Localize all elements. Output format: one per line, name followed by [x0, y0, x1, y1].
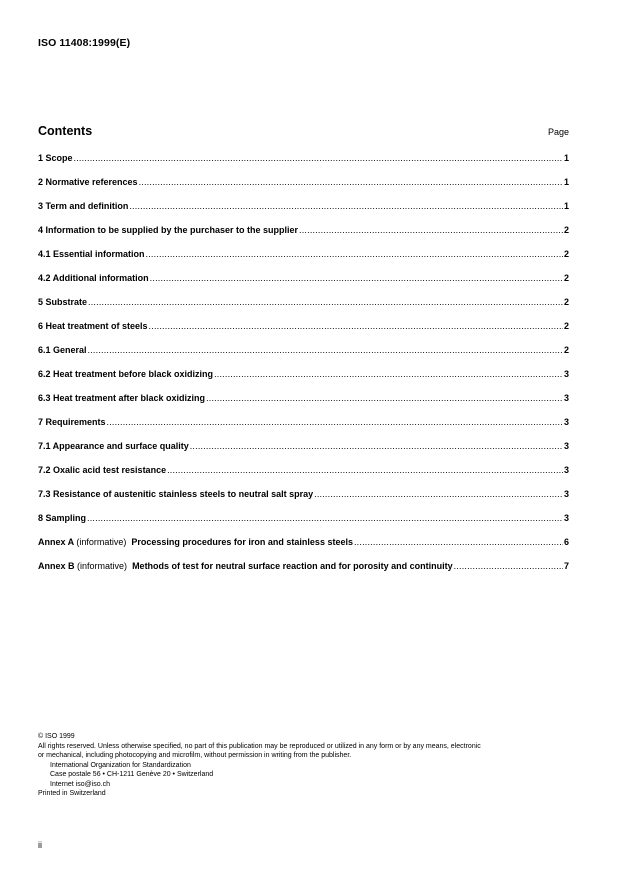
toc-entry-page: 2: [563, 249, 569, 259]
toc-entry-2[interactable]: [38, 176, 569, 200]
toc-leader-dots: [74, 152, 563, 164]
toc-leader-dots: [454, 560, 563, 572]
publisher-organization: International Organization for Standardization: [50, 761, 191, 769]
toc-entry-6[interactable]: [38, 320, 569, 344]
toc-entry-text: 6 Heat treatment of steels: [38, 321, 148, 331]
toc-entry-text: 6.1 General: [38, 345, 87, 355]
toc-leader-dots: [167, 464, 563, 476]
page-column-label: Page: [547, 127, 569, 137]
toc-leader-dots: [206, 392, 563, 404]
annex-label: Annex A: [38, 537, 74, 547]
toc-entry-text: 7.3 Resistance of austenitic stainless steels to neutral salt spray: [38, 489, 314, 499]
toc-entry-text: 3 Term and definition: [38, 201, 129, 211]
document-identifier: ISO 11408:1999(E): [38, 37, 131, 49]
toc-entry-text: 6.2 Heat treatment before black oxidizing: [38, 369, 214, 379]
toc-entry-page: 3: [563, 417, 569, 427]
toc-entry-text: 4 Information to be supplied by the purchaser to the supplier: [38, 225, 299, 235]
toc-leader-dots: [314, 488, 563, 500]
publisher-address: Case postale 56 • CH-1211 Genève 20 • Switzerland: [50, 771, 214, 778]
toc-annex-text: [38, 560, 453, 572]
toc-entry-1[interactable]: [38, 152, 569, 176]
toc-leader-dots: [88, 344, 563, 356]
printed-location: Printed in Switzerland: [38, 790, 106, 797]
toc-entry-page: 3: [563, 465, 569, 475]
toc-entry-4-1[interactable]: [38, 248, 569, 272]
annex-informative-tag: (informative): [76, 537, 127, 547]
toc-leader-dots: [149, 320, 563, 332]
toc-entry-text: 7.1 Appearance and surface quality: [38, 441, 189, 451]
toc-entry-5[interactable]: [38, 296, 569, 320]
toc-leader-dots: [139, 176, 563, 188]
toc-entry-page: 3: [563, 441, 569, 451]
toc-leader-dots: [299, 224, 563, 236]
toc-entry-7-2[interactable]: [38, 464, 569, 488]
annex-label: Annex B: [38, 561, 75, 571]
rights-statement-line-2: or mechanical, including photocopying and microfilm, without permission in writing from the publisher.: [38, 752, 352, 759]
toc-leader-dots: [88, 296, 563, 308]
toc-entry-page: 6: [563, 537, 569, 547]
toc-entry-page: 2: [563, 321, 569, 331]
annex-title: Processing procedures for iron and stainless steels: [131, 537, 353, 547]
toc-entry-text: 1 Scope: [38, 153, 73, 163]
toc-entry-page: 2: [563, 273, 569, 283]
toc-entry-7[interactable]: [38, 416, 569, 440]
toc-entry-7-1[interactable]: [38, 440, 569, 464]
annex-informative-tag: (informative): [77, 561, 128, 571]
publisher-internet: Internet iso@iso.ch: [50, 780, 111, 788]
toc-entry-page: 7: [563, 561, 569, 571]
rights-statement-line-1: All rights reserved. Unless otherwise specified, no part of this publication may be reproduced or utilized in any form or by any means, electronic: [38, 742, 481, 750]
toc-entry-text: 2 Normative references: [38, 177, 138, 187]
toc-leader-dots: [146, 248, 563, 260]
contents-heading: Contents: [38, 124, 93, 138]
toc-entry-page: 2: [563, 345, 569, 355]
toc-entry-page: 1: [563, 201, 569, 211]
toc-entry-4[interactable]: [38, 224, 569, 248]
toc-entry-text: 7.2 Oxalic acid test resistance: [38, 465, 167, 475]
toc-leader-dots: [150, 272, 563, 284]
toc-entry-text: 8 Sampling: [38, 513, 87, 523]
toc-entry-annex-a[interactable]: [38, 536, 569, 560]
toc-entry-4-2[interactable]: [38, 272, 569, 296]
annex-title: Methods of test for neutral surface reaction and for porosity and continuity: [132, 561, 453, 571]
toc-entry-6-2[interactable]: [38, 368, 569, 392]
page-number: ii: [38, 840, 42, 850]
toc-entry-text: 6.3 Heat treatment after black oxidizing: [38, 393, 206, 403]
toc-leader-dots: [354, 536, 563, 548]
toc-entry-page: 3: [563, 369, 569, 379]
toc-entry-8[interactable]: [38, 512, 569, 536]
toc-entry-6-1[interactable]: [38, 344, 569, 368]
toc-entry-text: 4.1 Essential information: [38, 249, 145, 259]
toc-entry-text: 5 Substrate: [38, 297, 88, 307]
toc-entry-text: 4.2 Additional information: [38, 273, 149, 283]
copyright-notice: © ISO 1999: [38, 733, 75, 740]
toc-leader-dots: [107, 416, 563, 428]
toc-leader-dots: [87, 512, 563, 524]
toc-entry-page: 3: [563, 393, 569, 403]
toc-entry-page: 2: [563, 297, 569, 307]
toc-entry-page: 2: [563, 225, 569, 235]
toc-entry-7-3[interactable]: [38, 488, 569, 512]
toc-entry-page: 3: [563, 513, 569, 523]
toc-entry-6-3[interactable]: [38, 392, 569, 416]
toc-leader-dots: [214, 368, 563, 380]
copyright-block: [38, 732, 578, 799]
toc-entry-3[interactable]: [38, 200, 569, 224]
toc-annex-text: [38, 536, 353, 548]
toc-leader-dots: [190, 440, 563, 452]
toc-entry-page: 3: [563, 489, 569, 499]
toc-entry-page: 1: [563, 153, 569, 163]
toc-entry-annex-b[interactable]: [38, 560, 569, 584]
toc-entry-page: 1: [563, 177, 569, 187]
toc-leader-dots: [129, 200, 563, 212]
toc-entry-text: 7 Requirements: [38, 417, 106, 427]
table-of-contents: [38, 152, 569, 584]
